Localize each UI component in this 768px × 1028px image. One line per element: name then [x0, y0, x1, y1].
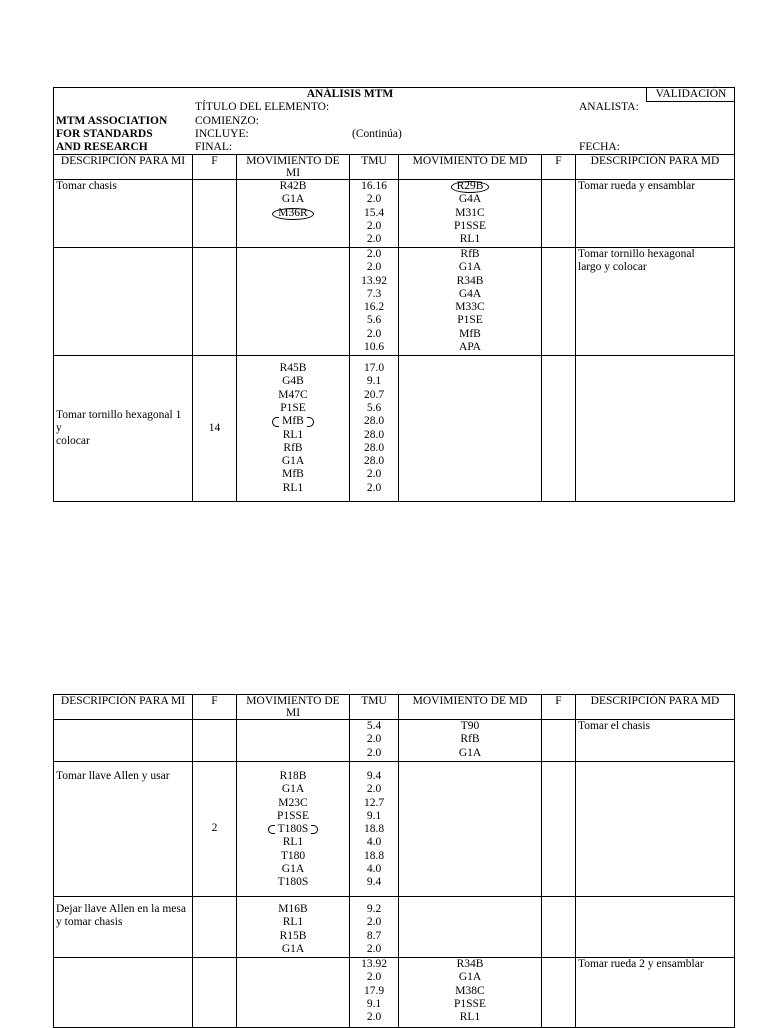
col-f-mi: F — [193, 695, 237, 720]
tmu-cell: 16.16 2.0 15.4 2.0 2.0 — [350, 180, 399, 248]
date-label: FECHA: — [579, 141, 620, 153]
end-label: FINAL: — [195, 141, 233, 153]
frequency-group-bracket: T180S RL1 T180 G1A — [277, 823, 309, 876]
desc-md-cell — [576, 762, 735, 897]
f-md-cell — [542, 720, 576, 762]
col-f-mi: F — [193, 155, 237, 180]
mov-md-cell: T90 RfB G1A — [399, 720, 542, 762]
analyst-label: ANALISTA: — [579, 101, 639, 113]
col-f-md: F — [542, 155, 576, 180]
org-line-1: MTM ASSOCIATION — [56, 115, 168, 127]
f-md-cell — [542, 356, 576, 502]
f-md-cell — [542, 897, 576, 958]
tmu-cell: 13.92 2.0 17.9 9.1 2.0 — [350, 958, 399, 1028]
mov-md-cell — [399, 897, 542, 958]
col-mov-md: MOVIMIENTO DE MD — [399, 155, 542, 180]
f-mi-cell: 14 — [193, 356, 237, 502]
mov-mi-cell: R42B G1A M36R — [237, 180, 350, 248]
tmu-cell: 9.2 2.0 8.7 2.0 — [350, 897, 399, 958]
f-mi-cell — [193, 720, 237, 762]
circled-motion: R29B — [451, 181, 490, 193]
org-line-3: AND RESEARCH — [56, 141, 148, 153]
mov-mi-cell — [237, 248, 350, 356]
desc-md-cell: Tomar rueda 2 y ensamblar — [576, 958, 735, 1028]
desc-md-cell: Tomar rueda y ensamblar — [576, 180, 735, 248]
circled-motion: M36R — [272, 208, 313, 220]
desc-mi-cell: Tomar llave Allen y usar — [54, 762, 193, 897]
continued-label: (Continúa) — [352, 128, 402, 140]
f-md-cell — [542, 180, 576, 248]
table-row — [54, 720, 735, 762]
tmu-cell: 9.4 2.0 12.7 9.1 18.8 4.0 18.8 4.0 9.4 — [350, 762, 399, 897]
mtm-table-2 — [53, 694, 735, 1028]
element-title-label: TÍTULO DEL ELEMENTO: — [195, 101, 330, 113]
includes-label: INCLUYE: — [195, 128, 249, 140]
mtm-table-1 — [53, 154, 735, 502]
desc-mi-cell — [54, 958, 193, 1028]
frequency-group-bracket: MfB RL1 RfB G1A — [281, 415, 305, 468]
tmu-cell: 2.0 2.0 13.92 7.3 16.2 5.6 2.0 10.6 — [350, 248, 399, 356]
mov-mi-cell — [237, 958, 350, 1028]
col-mov-md: MOVIMIENTO DE MD — [399, 695, 542, 720]
mov-md-cell: R29B G4A M31C P1SSE RL1 — [399, 180, 542, 248]
mov-mi-cell: M16B RL1 R15B G1A — [237, 897, 350, 958]
col-desc-md: DESCRIPCIÓN PARA MD — [576, 695, 735, 720]
mov-mi-cell — [237, 720, 350, 762]
table-row — [54, 762, 735, 897]
table-row — [54, 248, 735, 356]
validation-box: VALIDACIÓN — [646, 88, 735, 102]
desc-mi-cell: Tomar tornillo hexagonal 1 y colocar — [54, 356, 193, 502]
tmu-cell: 17.0 9.1 20.7 5.6 28.0 28.0 28.0 28.0 2.0 2.0 — [350, 356, 399, 502]
desc-md-cell: Tomar tornillo hexagonal largo y colocar — [576, 248, 735, 356]
org-line-2: FOR STANDARDS — [56, 128, 153, 140]
col-mov-mi: MOVIMIENTO DE MI — [237, 695, 350, 720]
table-header-row — [54, 155, 735, 180]
col-desc-md: DESCRIPCIÓN PARA MD — [576, 155, 735, 180]
f-mi-cell — [193, 180, 237, 248]
mov-mi-cell: R45B G4B M47C P1SE MfB RL1 RfB G1A MfB RL1 — [237, 356, 350, 502]
analysis-header — [53, 87, 735, 155]
desc-md-cell — [576, 897, 735, 958]
desc-mi-cell — [54, 248, 193, 356]
col-desc-mi: DESCRIPCIÓN PARA MI — [54, 155, 193, 180]
f-mi-cell — [193, 897, 237, 958]
col-mov-mi: MOVIMIENTO DE MI — [237, 155, 350, 180]
desc-md-cell — [576, 356, 735, 502]
col-tmu: TMU — [350, 155, 399, 180]
f-md-cell — [542, 248, 576, 356]
start-label: COMIENZO: — [195, 115, 259, 127]
mov-md-cell: R34B G1A M38C P1SSE RL1 — [399, 958, 542, 1028]
desc-mi-cell: Tomar chasis — [54, 180, 193, 248]
f-md-cell — [542, 958, 576, 1028]
desc-md-cell: Tomar el chasis — [576, 720, 735, 762]
f-mi-cell: 2 — [193, 762, 237, 897]
col-tmu: TMU — [350, 695, 399, 720]
f-md-cell — [542, 762, 576, 897]
mov-md-cell — [399, 762, 542, 897]
table-row — [54, 356, 735, 502]
table-header-row — [54, 695, 735, 720]
f-mi-cell — [193, 248, 237, 356]
mov-mi-cell: R18B G1A M23C P1SSE T180S RL1 T180 G1A T180S — [237, 762, 350, 897]
tmu-cell: 5.4 2.0 2.0 — [350, 720, 399, 762]
mov-md-cell — [399, 356, 542, 502]
form-title: ANÁLISIS MTM — [306, 88, 394, 100]
desc-mi-cell: Dejar llave Allen en la mesa y tomar chasis — [54, 897, 193, 958]
table-row — [54, 180, 735, 248]
table-row — [54, 897, 735, 958]
col-f-md: F — [542, 695, 576, 720]
mov-md-cell: RfB G1A R34B G4A M33C P1SE MfB APA — [399, 248, 542, 356]
f-mi-cell — [193, 958, 237, 1028]
table-row — [54, 958, 735, 1028]
col-desc-mi: DESCRIPCIÓN PARA MI — [54, 695, 193, 720]
desc-mi-cell — [54, 720, 193, 762]
